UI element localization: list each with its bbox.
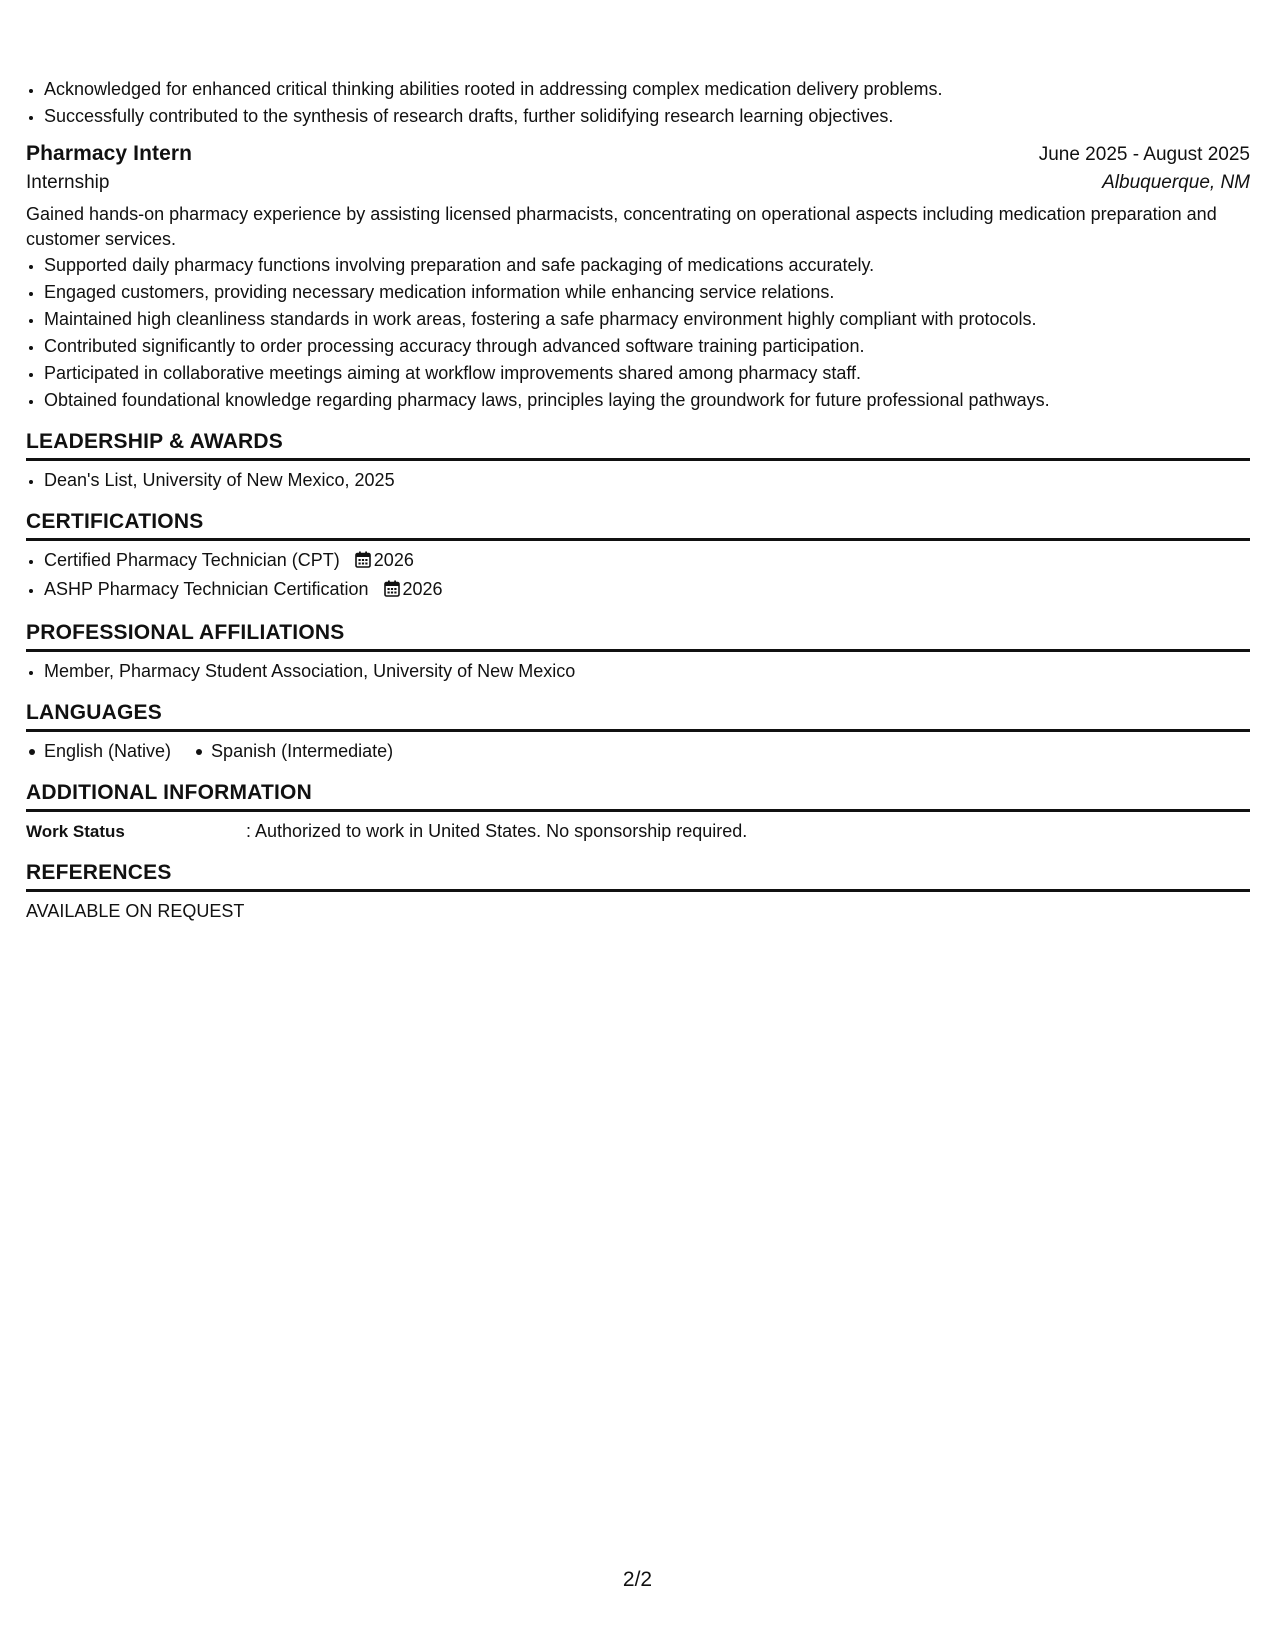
leadership-list — [26, 467, 1250, 494]
section-heading-leadership: LEADERSHIP & AWARDS — [26, 430, 1250, 461]
job-dates: June 2025 - August 2025 — [1038, 144, 1250, 165]
calendar-icon — [384, 578, 400, 605]
references-text: AVAILABLE ON REQUEST — [26, 901, 245, 921]
list-item: • Successfully contributed to the synthesis of research drafts, further solidifying research learning objectives. — [44, 103, 1250, 130]
job-location: Albuquerque, NM — [1102, 172, 1250, 193]
list-item: • Maintained high cleanliness standards in work areas, fostering a safe pharmacy environment highly compliant with protocols. — [44, 306, 1250, 333]
list-item: • Participated in collaborative meetings aiming at workflow improvements shared among pharmacy staff. — [44, 360, 1250, 387]
list-item: • Dean's List, University of New Mexico, 2025 — [44, 467, 1250, 494]
section-heading-additional-info: ADDITIONAL INFORMATION — [26, 781, 1250, 812]
certifications-list — [26, 547, 1250, 605]
job-type: Internship — [26, 172, 110, 193]
work-status-row — [26, 818, 1250, 845]
section-heading-affiliations: PROFESSIONAL AFFILIATIONS — [26, 621, 1250, 652]
certification-name: Certified Pharmacy Technician (CPT) — [44, 550, 340, 570]
job-subheader — [26, 172, 1250, 194]
work-status-value: : Authorized to work in United States. No sponsorship required. — [246, 821, 748, 841]
page-number: 2/2 — [622, 1568, 653, 1591]
job-title: Pharmacy Intern — [26, 142, 193, 165]
list-item: • Obtained foundational knowledge regarding pharmacy laws, principles laying the groundwork for future professional pathways. — [44, 387, 1250, 414]
certification-year: 2026 — [402, 579, 443, 599]
job-bullet-list — [26, 252, 1250, 414]
list-item: • Acknowledged for enhanced critical thinking abilities rooted in addressing complex medication delivery problems. — [44, 76, 1250, 103]
section-heading-languages: LANGUAGES — [26, 701, 1250, 732]
affiliations-list — [26, 658, 1250, 685]
list-item: • Engaged customers, providing necessary medication information while enhancing service relations. — [44, 279, 1250, 306]
languages-list — [26, 738, 1250, 765]
job-header — [26, 142, 1250, 166]
list-item: • Member, Pharmacy Student Association, University of New Mexico — [44, 658, 1250, 685]
calendar-icon — [355, 549, 371, 576]
job-summary: Gained hands-on pharmacy experience by assisting licensed pharmacists, concentrating on operational aspects including medication preparation and customer services. — [26, 204, 1217, 249]
language-item: Spanish (Intermediate) — [193, 738, 393, 765]
intro-bullet-list — [26, 76, 1250, 130]
certification-item — [44, 547, 1250, 576]
certification-year: 2026 — [373, 550, 414, 570]
list-item: • Supported daily pharmacy functions involving preparation and safe packaging of medications accurately. — [44, 252, 1250, 279]
section-heading-certifications: CERTIFICATIONS — [26, 510, 1250, 541]
certification-item — [44, 576, 1250, 605]
language-item: English (Native) — [26, 738, 171, 765]
list-item: • Contributed significantly to order processing accuracy through advanced software training participation. — [44, 333, 1250, 360]
certification-name: ASHP Pharmacy Technician Certification — [44, 579, 369, 599]
resume-page — [26, 76, 1250, 925]
work-status-label: Work Status — [26, 822, 125, 841]
section-heading-references: REFERENCES — [26, 861, 1250, 892]
